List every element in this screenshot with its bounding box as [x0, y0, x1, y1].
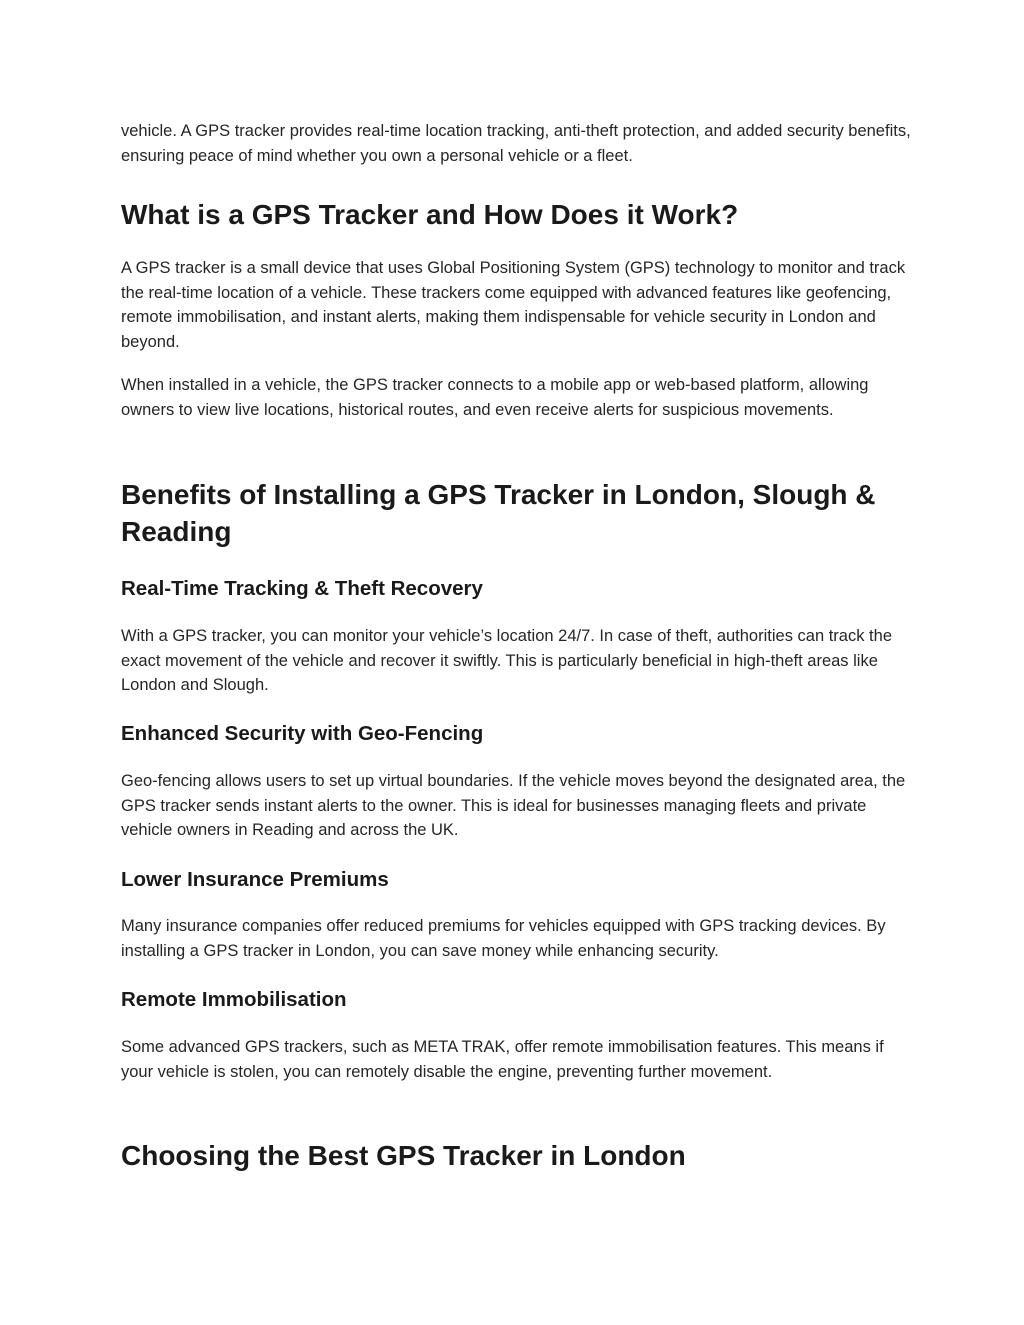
benefit-heading-remote-immobilisation: Remote Immobilisation [121, 988, 347, 1011]
what-paragraph-2: When installed in a vehicle, the GPS tracker connects to a mobile app or web-based platform, allowing owners to view live locations, historical routes, and even receive alerts for suspicious movements. [121, 376, 869, 419]
section-heading-benefits: Benefits of Installing a GPS Tracker in London, Slough & Reading [121, 479, 876, 547]
benefit-heading-geo-fencing: Enhanced Security with Geo-Fencing [121, 722, 484, 745]
section-heading-choosing: Choosing the Best GPS Tracker in London [121, 1140, 686, 1171]
intro-paragraph: vehicle. A GPS tracker provides real-time location tracking, anti-theft protection, and added security benefits, ensuring peace of mind whether you own a personal vehicle or a fleet. [121, 122, 911, 165]
benefit-text-insurance: Many insurance companies offer reduced premiums for vehicles equipped with GPS tracking devices. By installing a GPS tracker in London, you can save money while enhancing security. [121, 917, 886, 960]
benefit-text-real-time-tracking: With a GPS tracker, you can monitor your vehicle’s location 24/7. In case of theft, authorities can track the exact movement of the vehicle and recover it swiftly. This is particularly beneficial in high-theft areas like London and Slough. [121, 627, 892, 694]
section-heading-what-is-gps-tracker: What is a GPS Tracker and How Does it Work? [121, 199, 739, 230]
benefit-text-geo-fencing: Geo-fencing allows users to set up virtual boundaries. If the vehicle moves beyond the designated area, the GPS tracker sends instant alerts to the owner. This is ideal for businesses managing fleets and private vehicle owners in Reading and across the UK. [121, 772, 906, 839]
what-paragraph-1: A GPS tracker is a small device that uses Global Positioning System (GPS) technology to monitor and track the real-time location of a vehicle. These trackers come equipped with advanced features like geofencing, remote immobilisation, and instant alerts, making them indispensable for vehicle security in London and beyond. [121, 259, 906, 351]
benefit-text-remote-immobilisation: Some advanced GPS trackers, such as META TRAK, offer remote immobilisation features. This means if your vehicle is stolen, you can remotely disable the engine, preventing further movement. [121, 1038, 884, 1081]
benefit-heading-real-time-tracking: Real-Time Tracking & Theft Recovery [121, 577, 483, 600]
benefit-heading-insurance: Lower Insurance Premiums [121, 868, 389, 891]
